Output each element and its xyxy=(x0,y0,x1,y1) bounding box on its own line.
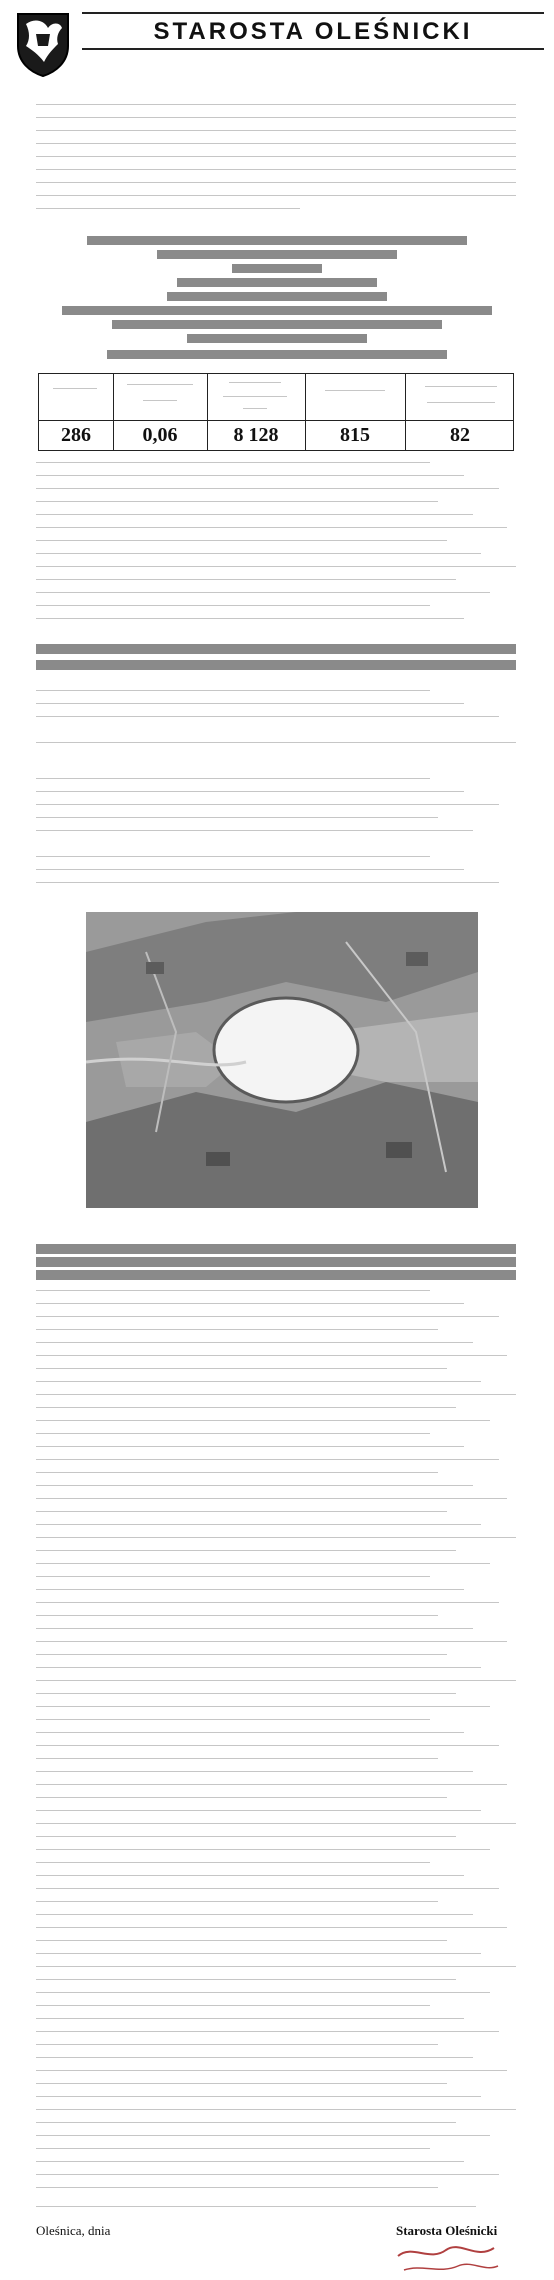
page-title: STAROSTA OLEŚNICKI xyxy=(153,18,473,45)
text-line xyxy=(36,143,516,144)
asking-price-value: 8 128 xyxy=(233,424,279,446)
text-line xyxy=(36,1381,481,1382)
text-line xyxy=(36,475,464,476)
coat-of-arms-icon xyxy=(14,10,72,78)
text-line xyxy=(36,1511,447,1512)
text-line xyxy=(36,1459,499,1460)
text-line xyxy=(36,130,516,131)
text-line xyxy=(36,882,499,883)
text-line xyxy=(36,1329,438,1330)
text-line xyxy=(36,156,516,157)
text-line xyxy=(36,1940,447,1941)
header-title-bar xyxy=(82,12,544,50)
heading-line xyxy=(62,306,492,315)
text-line xyxy=(36,1836,456,1837)
text-line xyxy=(36,1472,438,1473)
text-line xyxy=(36,1758,438,1759)
text-line xyxy=(36,566,516,567)
document-header xyxy=(0,0,554,86)
text-line xyxy=(36,1693,456,1694)
text-line xyxy=(36,1303,464,1304)
text-line xyxy=(36,1244,516,1254)
text-line xyxy=(36,1485,473,1486)
sale-details-table xyxy=(38,373,514,451)
heading-line xyxy=(87,236,467,245)
text-line xyxy=(36,660,516,670)
signature-stamp-icon xyxy=(386,2236,506,2280)
text-line xyxy=(36,553,481,554)
text-line xyxy=(36,2187,438,2188)
text-line xyxy=(36,1316,499,1317)
text-line xyxy=(36,1589,464,1590)
text-line xyxy=(36,778,430,779)
place-and-date xyxy=(36,2223,110,2239)
text-line xyxy=(36,1628,473,1629)
heading-line xyxy=(187,334,367,343)
text-line xyxy=(36,1667,481,1668)
text-line xyxy=(36,1342,473,1343)
text-line xyxy=(36,1927,507,1928)
text-line xyxy=(36,1433,430,1434)
text-line xyxy=(36,1394,516,1395)
text-line xyxy=(36,514,473,515)
text-line xyxy=(36,1953,481,1954)
text-line xyxy=(36,527,507,528)
text-line xyxy=(36,2070,507,2071)
text-line xyxy=(36,716,499,717)
text-line xyxy=(36,2174,499,2175)
text-line xyxy=(36,1550,456,1551)
text-line xyxy=(36,169,516,170)
text-line xyxy=(36,1966,516,1967)
text-line xyxy=(36,592,490,593)
text-line xyxy=(36,1355,507,1356)
text-line xyxy=(36,1641,507,1642)
text-line xyxy=(36,1745,499,1746)
text-line xyxy=(36,1290,430,1291)
text-line xyxy=(36,804,499,805)
text-line xyxy=(36,488,499,489)
text-line xyxy=(36,2057,473,2058)
text-line xyxy=(36,462,430,463)
text-line xyxy=(36,1615,438,1616)
text-line xyxy=(36,1602,499,1603)
text-line xyxy=(36,182,516,183)
text-line xyxy=(36,1368,447,1369)
text-line xyxy=(36,830,473,831)
text-line xyxy=(36,1849,490,1850)
text-line xyxy=(36,1563,490,1564)
text-line xyxy=(36,1407,456,1408)
heading-line xyxy=(107,350,447,359)
text-line xyxy=(36,1992,490,1993)
text-line xyxy=(36,2083,447,2084)
text-line xyxy=(36,501,438,502)
text-line xyxy=(36,1875,464,1876)
text-line xyxy=(36,1888,499,1889)
text-line xyxy=(36,742,516,743)
heading-line xyxy=(167,292,387,301)
text-line xyxy=(36,2096,481,2097)
text-line xyxy=(36,2148,430,2149)
heading-line xyxy=(177,278,377,287)
text-line xyxy=(36,1257,516,1267)
text-line xyxy=(36,1810,481,1811)
parcel-area-value: 0,06 xyxy=(142,424,178,446)
text-line xyxy=(36,2031,499,2032)
text-line xyxy=(36,117,516,118)
text-line xyxy=(36,1823,516,1824)
text-line xyxy=(36,208,300,209)
minimum-bid-increment-value: 82 xyxy=(450,424,470,446)
text-line xyxy=(36,1706,490,1707)
text-line xyxy=(36,791,464,792)
text-line xyxy=(36,1719,430,1720)
text-line xyxy=(36,2044,438,2045)
signatory-title: Starosta Oleśnicki xyxy=(396,2223,498,2238)
aerial-photo xyxy=(86,912,478,1208)
text-line xyxy=(36,104,516,105)
parcel-number-value: 286 xyxy=(61,424,91,446)
text-line xyxy=(36,605,430,606)
text-line xyxy=(36,1862,430,1863)
text-line xyxy=(36,2206,476,2207)
text-line xyxy=(36,1576,430,1577)
text-line xyxy=(36,1270,516,1280)
text-line xyxy=(36,869,464,870)
text-line xyxy=(36,1537,516,1538)
text-line xyxy=(36,817,438,818)
text-line xyxy=(36,540,447,541)
text-line xyxy=(36,1979,456,1980)
text-line xyxy=(36,703,464,704)
heading-line xyxy=(232,264,322,273)
text-line xyxy=(36,195,516,196)
text-line xyxy=(36,579,456,580)
text-line xyxy=(36,1914,473,1915)
text-line xyxy=(36,690,430,691)
text-line xyxy=(36,2122,456,2123)
text-line xyxy=(36,1446,464,1447)
text-line xyxy=(36,856,430,857)
heading-line xyxy=(112,320,442,329)
text-line xyxy=(36,618,464,619)
text-line xyxy=(36,1732,464,1733)
text-line xyxy=(36,1420,490,1421)
text-line xyxy=(36,2109,516,2110)
place-date-label: Oleśnica, dnia xyxy=(36,2223,111,2238)
text-line xyxy=(36,1498,507,1499)
deposit-value: 815 xyxy=(340,424,370,446)
text-line xyxy=(36,1901,438,1902)
text-line xyxy=(36,1797,447,1798)
text-line xyxy=(36,644,516,654)
text-line xyxy=(36,1771,473,1772)
text-line xyxy=(36,1784,507,1785)
aerial-map-image xyxy=(86,912,478,1208)
text-line xyxy=(36,2135,490,2136)
text-line xyxy=(36,1524,481,1525)
text-line xyxy=(36,2018,464,2019)
heading-line xyxy=(157,250,397,259)
text-line xyxy=(36,2161,464,2162)
text-line xyxy=(36,1680,516,1681)
text-line xyxy=(36,1654,447,1655)
text-line xyxy=(36,2005,430,2006)
